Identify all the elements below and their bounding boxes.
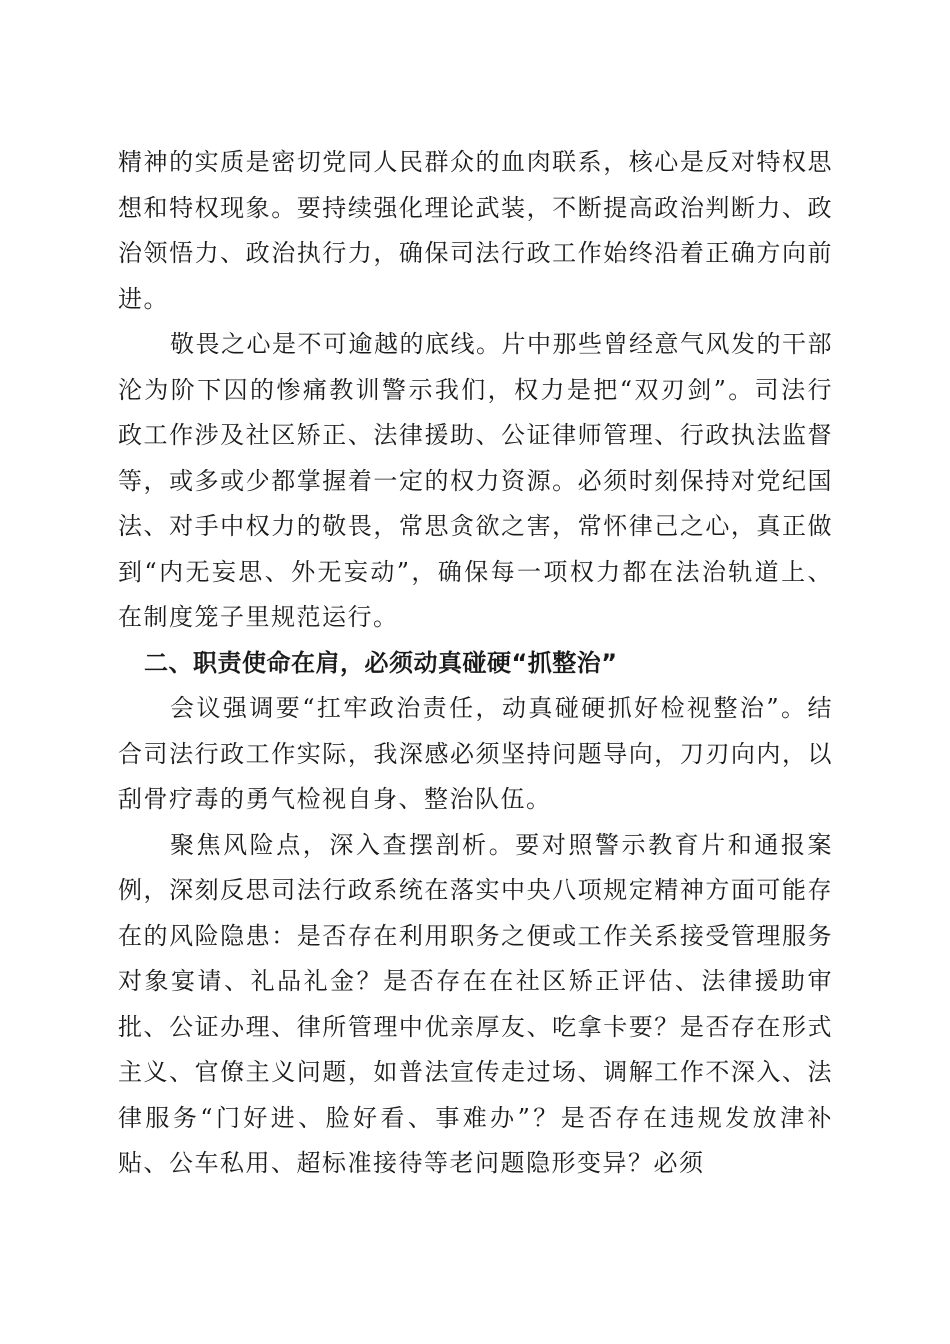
- paragraph-risk-points: 聚焦风险点，深入查摆剖析。要对照警示教育片和通报案例，深刻反思司法行政系统在落实中央八项规定精神方面可能存在的风险隐患：是否存在利用职务之便或工作关系接受管理服务对象宴请、礼品礼金？是否存在在社区矫正评估、法律援助审批、公证办理、律所管理中优亲厚友、吃拿卡要？是否存在形式主义、官僚主义问题，如普法宣传走过场、调解工作不深入、法律服务“门好进、脸好看、事难办”？是否存在违规发放津补贴、公车私用、超标准接待等老问题隐形变异？必须: [118, 830, 833, 1177]
- paragraph-continuation: 精神的实质是密切党同人民群众的血肉联系，核心是反对特权思想和特权现象。要持续强化理论武装，不断提高政治判断力、政治领悟力、政治执行力，确保司法行政工作始终沿着正确方向前进。: [118, 148, 833, 313]
- paragraph-meeting-emphasis: 会议强调要“扛牢政治责任，动真碰硬抓好检视整治”。结合司法行政工作实际，我深感必须坚持问题导向，刀刃向内，以刮骨疗毒的勇气检视自身、整治队伍。: [118, 694, 833, 813]
- section-heading-2: 二、职责使命在肩，必须动真碰硬“抓整治”: [144, 648, 618, 677]
- document-body: [118, 140, 833, 1187]
- paragraph-awe-bottom-line: 敬畏之心是不可逾越的底线。片中那些曾经意气风发的干部沦为阶下囚的惨痛教训警示我们，权力是把“双刃剑”。司法行政工作涉及社区矫正、法律援助、公证律师管理、行政执法监督等，或多或少都掌握着一定的权力资源。必须时刻保持对党纪国法、对手中权力的敬畏，常思贪欲之害，常怀律己之心，真正做到“内无妄思、外无妄动”，确保每一项权力都在法治轨道上、在制度笼子里规范运行。: [118, 330, 833, 631]
